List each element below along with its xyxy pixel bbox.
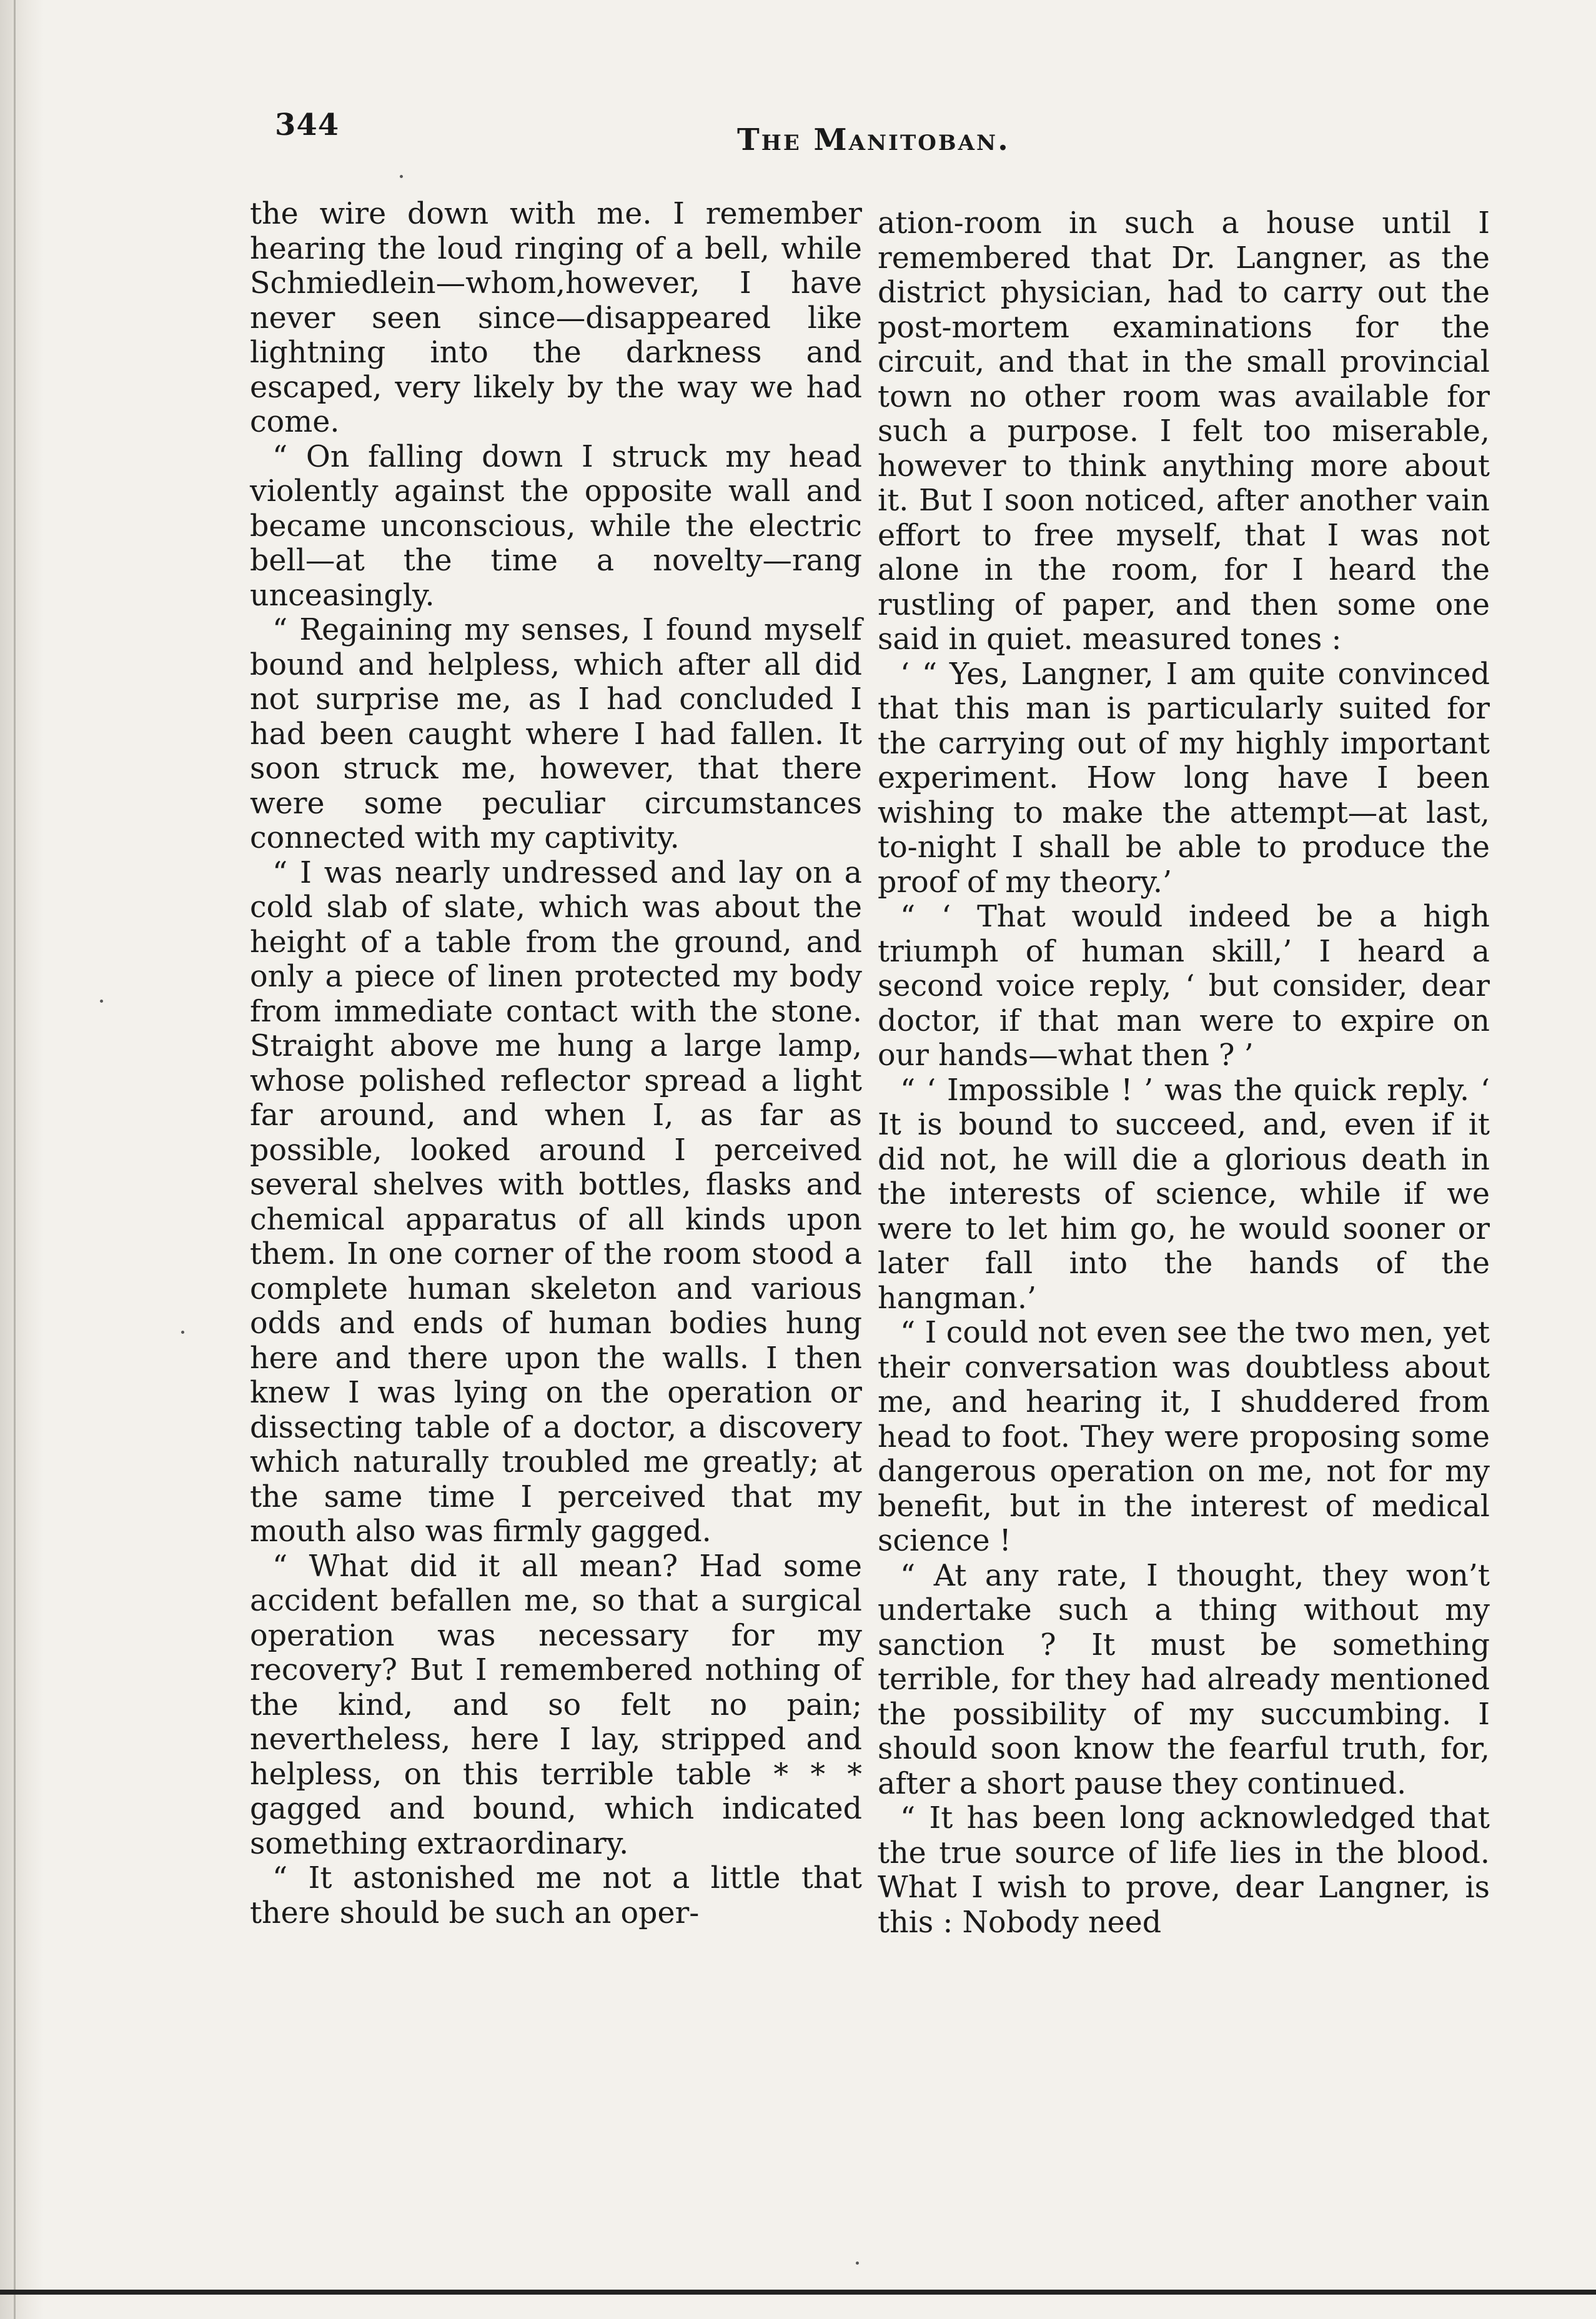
page-edge-line	[14, 0, 16, 2319]
paragraph: ation-room in such a house until I remembered that Dr. Langner, as the district physician, had to carry out the post-mortem examinations for the circuit, and that in the small provincial town no other room was available for such a purpose. I felt too miserable, however to think anything more about it. But I soon noticed, after another vain effort to free myself, that I was not alone in the room, for I heard the rustling of paper, and then some one said in quiet. measured tones :	[878, 206, 1490, 657]
paragraph: “ It astonished me not a little that there should be such an oper-	[250, 1861, 862, 1930]
print-speck	[181, 1331, 184, 1334]
left-column	[250, 197, 862, 1930]
paragraph: “ On falling down I struck my head violently against the opposite wall and became unconscious, while the electric bell—at the time a novelty—rang unceasingly.	[250, 439, 862, 613]
paragraph: “ ‘ Impossible ! ’ was the quick reply. ‘ It is bound to succeed, and, even if it did not, he will die a glorious death in the interests of science, while if we were to let him go, he would sooner or later fall into the hands of the hangman.’	[878, 1073, 1490, 1316]
bottom-edge-rule	[0, 2290, 1596, 2295]
paragraph: “ At any rate, I thought, they won’t undertake such a thing without my sanction ? It must be something terrible, for they had already mentioned the possibility of my succumbing. I should soon know the fearful truth, for, after a short pause they continued.	[878, 1558, 1490, 1801]
running-title: The Manitoban.	[737, 122, 1010, 157]
paragraph: “ What did it all mean? Had some accident befallen me, so that a surgical operation was necessary for my recovery? But I remembered nothing of the kind, and so felt no pain; nevertheless, here I lay, stripped and helpless, on this terrible table * * * gagged and bound, which indicated something extraordinary.	[250, 1549, 862, 1861]
page-binding-shadow	[0, 0, 44, 2319]
right-column	[878, 206, 1490, 1940]
paragraph: ‘ “ Yes, Langner, I am quite convinced that this man is particularly suited for the carrying out of my highly important experiment. How long have I been wishing to make the attempt—at last, to-night I shall be able to produce the proof of my theory.’	[878, 657, 1490, 900]
print-speck	[400, 175, 403, 178]
print-speck	[856, 2262, 859, 2265]
page-number: 344	[275, 107, 340, 142]
paragraph: “ Regaining my senses, I found myself bound and helpless, which after all did not surprise me, as I had concluded I had been caught where I had fallen. It soon struck me, however, that there were some peculiar circumstances connected with my captivity.	[250, 613, 862, 855]
paragraph: “ I could not even see the two men, yet their conversation was doubtless about me, and hearing it, I shuddered from head to foot. They were proposing some dangerous operation on me, not for my benefit, but in the interest of medical science !	[878, 1316, 1490, 1558]
paragraph: the wire down with me. I remember hearing the loud ringing of a bell, while Schmiedlein—whom,however, I have never seen since—disappeared like lightning into the darkness and escaped, very likely by the way we had come.	[250, 197, 862, 439]
paragraph: “ It has been long acknowledged that the true source of life lies in the blood. What I wish to prove, dear Langner, is this : Nobody need	[878, 1801, 1490, 1940]
print-speck	[100, 1000, 103, 1003]
paragraph: “ I was nearly undressed and lay on a cold slab of slate, which was about the height of a table from the ground, and only a piece of linen protected my body from immediate contact with the stone. Straight above me hung a large lamp, whose polished reflector spread a light far around, and when I, as far as possible, looked around I perceived several shelves with bottles, flasks and chemical apparatus of all kinds upon them. In one corner of the room stood a complete human skeleton and various odds and ends of human bodies hung here and there upon the walls. I then knew I was lying on the operation or dissecting table of a doctor, a discovery which naturally troubled me greatly; at the same time I perceived that my mouth also was firmly gagged.	[250, 855, 862, 1549]
paragraph: “ ‘ That would indeed be a high triumph of human skill,’ I heard a second voice reply, ‘ but consider, dear doctor, if that man were to expire on our hands—what then ? ’	[878, 900, 1490, 1073]
